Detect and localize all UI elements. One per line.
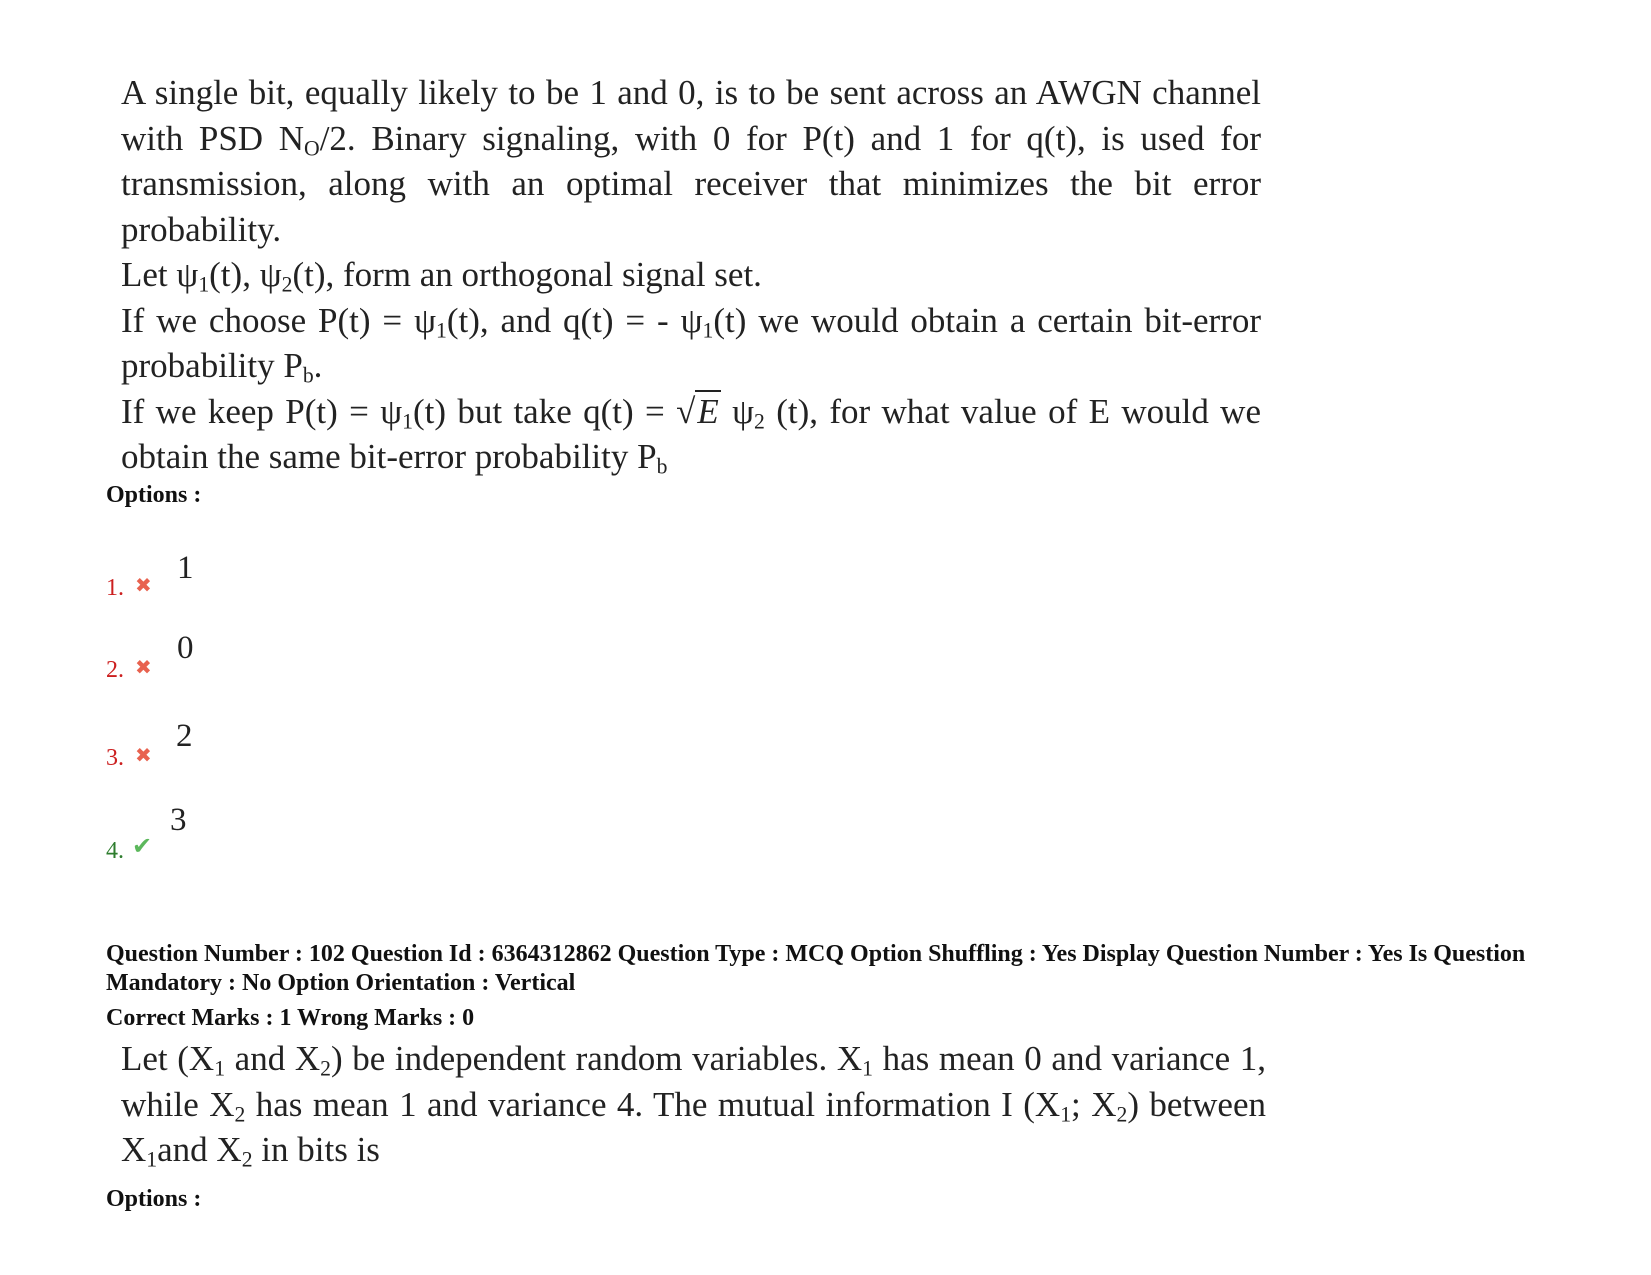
option-number: 3. [106, 745, 124, 771]
option-number: 4. [106, 838, 124, 864]
question-1-paragraph-3: If we choose $P(t) = \psi_1(t)$, and q(t) = - $\psi_1(t)$ we would obtain a certain bit-error probability $P_b$. [121, 300, 1261, 388]
wrong-cross-icon: ✖ [135, 655, 152, 679]
question-1-paragraph-1: A single bit, equally likely to be 1 and 0, is to be sent across an AWGN channel with PSD $N_O/2$. Binary signaling, with 0 for P(t) and 1 for q(t), is used for transmission, along with an optimal receiver that minimizes the bit error probability. [121, 73, 1261, 249]
option-number: 1. [106, 575, 124, 601]
option-value: 1 [177, 550, 194, 586]
options-label-question-2: Options : [106, 1186, 202, 1212]
question-1-paragraph-2: Let $\psi_1(t)$, $\psi_2(t)$, form an orthogonal signal set. [121, 255, 762, 297]
question-1-paragraph-4: If we keep $P(t) = \psi_1(t)$ but take q(t) = √E $\psi_2$ (t), for what value of E would we obtain the same bit-error probability $P_b$ [121, 391, 1261, 479]
option-value: 0 [177, 630, 194, 666]
question-2-marks: Correct Marks : 1 Wrong Marks : 0 [106, 1005, 475, 1031]
options-label: Options : [106, 482, 202, 508]
sqrt-e-expression: √E [676, 391, 719, 431]
question-1-text [121, 70, 1261, 480]
option-value: 2 [176, 718, 193, 754]
question-2-paragraph: Let ($X_1$ and $X_2$) be independent random variables. $X_1$ has mean 0 and variance 1, while $X_2$ has mean 1 and variance 4. The mutual information I ($X_1$; $X_2$) between $X_1and$ $X_2$ in bits is [121, 1039, 1267, 1172]
option-number: 2. [106, 657, 124, 683]
question-2-metadata: Question Number : 102 Question Id : 6364312862 Question Type : MCQ Option Shuffling : Yes Display Question Number : Yes Is Question Mandatory : No Option Orientation : Vertical [106, 941, 1526, 996]
wrong-cross-icon: ✖ [135, 743, 152, 767]
question-2-text [121, 1036, 1266, 1173]
wrong-cross-icon: ✖ [135, 573, 152, 597]
option-value: 3 [170, 802, 187, 838]
correct-check-icon: ✔ [132, 832, 153, 860]
